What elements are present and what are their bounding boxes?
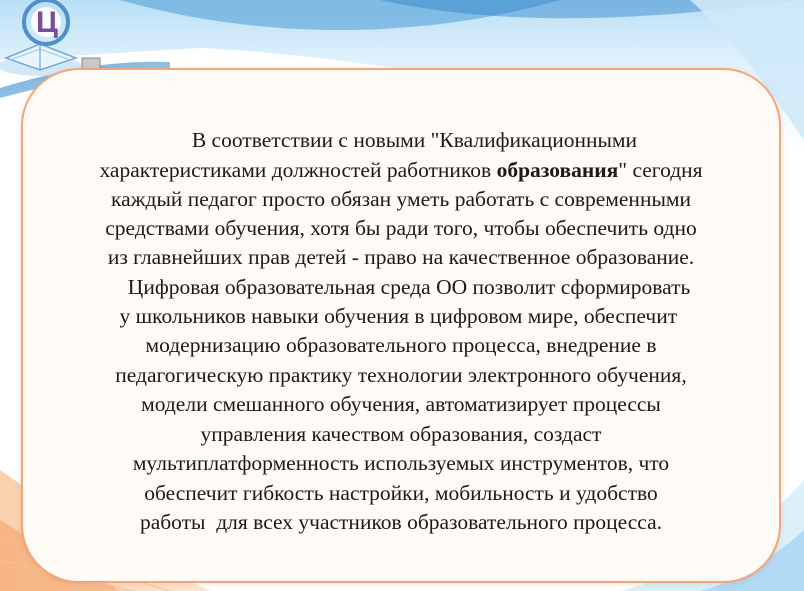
- paragraph-2-line-8: обеспечит гибкость настройки, мобильность и удобство: [144, 481, 658, 505]
- paragraph-2-line-3: модернизацию образовательного процесса, внедрение в: [145, 333, 657, 357]
- paragraph-2-line-2: у школьников навыки обучения в цифровом мире, обеспечит: [119, 304, 683, 328]
- paragraph-1-line-5: из главнейших прав детей - право на качественное образование.: [107, 245, 695, 269]
- paragraph-2-line-5: модели смешанного обучения, автоматизирует процессы: [141, 392, 661, 416]
- paragraph-2-line-9: работы для всех участников образовательного процесса.: [139, 510, 663, 534]
- logo-letter: Ц: [36, 6, 58, 39]
- paragraph-2-line-1: Цифровая образовательная среда ОО позволит сформировать: [111, 275, 691, 299]
- paragraph-1-line-1: В соответствии с новыми "Квалификационными: [164, 128, 638, 152]
- paragraph-1-line-3: каждый педагог просто обязан уметь работать с современными: [110, 187, 692, 211]
- paragraph-1-line-4: средствами обучения, хотя бы ради того, чтобы обеспечить одно: [105, 216, 697, 240]
- paragraph-2-line-6: управления качеством образования, создаст: [200, 422, 602, 446]
- bold-word-education: образования: [496, 158, 619, 182]
- paragraph-1-line-2: [21, 155, 781, 185]
- paragraph-2-line-7: мультиплатформенность используемых инструментов, что: [132, 451, 670, 475]
- paragraph-1-line-2-end: " сегодня: [618, 158, 703, 182]
- paragraph-2-line-4: педагогическую практику технологии электронного обучения,: [115, 363, 687, 387]
- paragraph-1-line-2-start: характеристиками должностей работников: [99, 158, 497, 182]
